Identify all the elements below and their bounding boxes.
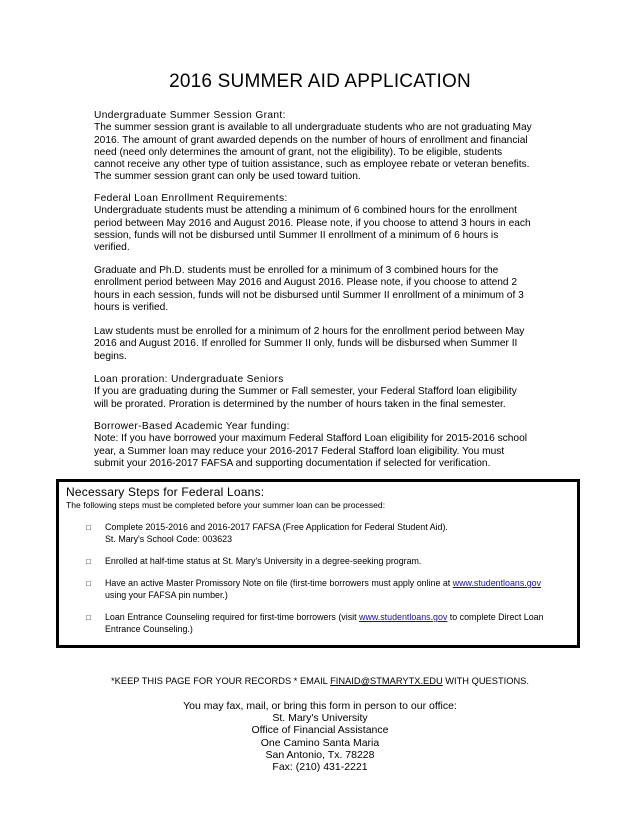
step-text: Entrance Counseling.) (105, 623, 193, 634)
section-loan-enrollment (94, 193, 554, 254)
section-line: need (need only determines the amount of grant, not the eligibility). To be eligible, students (94, 146, 503, 158)
studentloans-link[interactable]: www.studentloans.gov (452, 578, 542, 588)
finaid-email-link[interactable]: FINAID@STMARYTX.EDU (330, 676, 443, 686)
step-text-part: to complete Direct Loan (447, 612, 544, 622)
section-line: hours is verified. (94, 301, 169, 313)
section-line: Note: If you have borrowed your maximum Federal Stafford Loan eligibility for 2015-2016 school (94, 433, 528, 445)
section-graduate-enrollment (94, 265, 554, 314)
section-line: cannot receive any other type of tuition assistance, such as employee rebate or veteran benefits. (94, 159, 530, 171)
checkbox-icon: □ (86, 523, 91, 532)
office-street: One Camino Santa Maria (260, 736, 380, 749)
section-line: The summer session grant is available to all undergraduate students who are not graduating May (94, 122, 532, 134)
studentloans-link[interactable]: www.studentloans.gov (359, 612, 448, 622)
step-item (86, 612, 575, 635)
section-line: hours in each session, funds will not be disbursed until Summer II enrollment of a minimum of 3 (94, 289, 524, 301)
federal-loan-steps-box (56, 479, 580, 648)
section-line: Undergraduate students must be attending a minimum of 6 combined hours for the enrollment (94, 205, 518, 217)
checkbox-icon: □ (86, 613, 91, 622)
section-line: Graduate and Ph.D. students must be enrolled for a minimum of 3 combined hours for the (94, 265, 499, 276)
page-title: 2016 SUMMER AID APPLICATION (169, 71, 471, 92)
keep-notice-pre: *KEEP THIS PAGE FOR YOUR RECORDS * EMAIL (111, 676, 331, 686)
section-loan-proration (94, 374, 554, 411)
office-fax: Fax: (210) 431-2221 (272, 761, 368, 774)
section-line: will be prorated. Proration is determined by the number of hours taken in the final semester. (94, 398, 506, 410)
step-text: St. Mary's School Code: 003623 (105, 533, 233, 544)
section-line: enrollment period between May 2016 and August 2016. Please note, if you choose to attend 2 (94, 277, 518, 289)
step-item (86, 578, 575, 601)
step-item (86, 556, 575, 568)
section-line: 2016 and August 2016. If enrolled for Summer II only, funds will be disbursed when Summer II (94, 338, 518, 350)
checkbox-icon: □ (86, 579, 91, 588)
keep-records-notice (0, 676, 640, 686)
section-line: The summer session grant can only be used toward tuition. (94, 171, 361, 183)
section-heading: Loan proration: Undergraduate Seniors (94, 374, 284, 385)
step-text: using your FAFSA pin number.) (105, 589, 228, 600)
section-heading: Borrower-Based Academic Year funding: (94, 421, 290, 432)
office-city: San Antonio, Tx. 78228 (265, 748, 375, 761)
step-text: Complete 2015-2016 and 2016-2017 FAFSA (Free Application for Federal Student Aid). (105, 522, 448, 532)
office-intro: You may fax, mail, or bring this form in person to our office: (183, 700, 457, 712)
section-heading: Federal Loan Enrollment Requirements: (94, 193, 288, 204)
section-line: Law students must be enrolled for a minimum of 2 hours for the enrollment period between May (94, 326, 525, 337)
office-contact (0, 700, 640, 773)
section-law-enrollment (94, 326, 554, 363)
section-heading: Undergraduate Summer Session Grant: (94, 110, 286, 121)
section-borrower-based (94, 421, 554, 470)
section-line: verified. (94, 242, 130, 254)
step-text: Enrolled at half-time status at St. Mary's University in a degree-seeking program. (105, 556, 422, 566)
step-text (105, 612, 575, 624)
keep-notice-post: WITH QUESTIONS. (442, 676, 529, 686)
section-line: begins. (94, 350, 127, 362)
checkbox-icon: □ (86, 557, 91, 566)
section-line: session, funds will not be disbursed until Summer II enrollment of a minimum of 6 hours is (94, 229, 499, 241)
section-line: 2016. The amount of grant awarded depends on the number of hours of enrollment and financial (94, 134, 528, 146)
section-line: year, a Summer loan may reduce your 2016-2017 Federal Stafford loan eligibility. You must (94, 445, 505, 457)
step-text-part: Have an active Master Promissory Note on file (first-time borrowers must apply online at (105, 578, 453, 588)
steps-box-title: Necessary Steps for Federal Loans: (66, 485, 265, 499)
section-line: period between May 2016 and August 2016. Please note, if you choose to attend 3 hours in each (94, 217, 531, 229)
step-text (105, 578, 575, 590)
step-item (86, 522, 575, 545)
steps-box-subtitle: The following steps must be completed before your summer loan can be processed: (66, 500, 386, 510)
section-line: submit your 2016-2017 FAFSA and supporting documentation if selected for verification. (94, 457, 491, 469)
office-dept: Office of Financial Assistance (251, 724, 389, 737)
section-summer-grant (94, 110, 554, 184)
step-text-part: Loan Entrance Counseling required for first-time borrowers (visit (105, 612, 360, 622)
office-name: St. Mary's University (272, 712, 368, 725)
section-line: If you are graduating during the Summer or Fall semester, your Federal Stafford loan eligibility (94, 386, 517, 398)
